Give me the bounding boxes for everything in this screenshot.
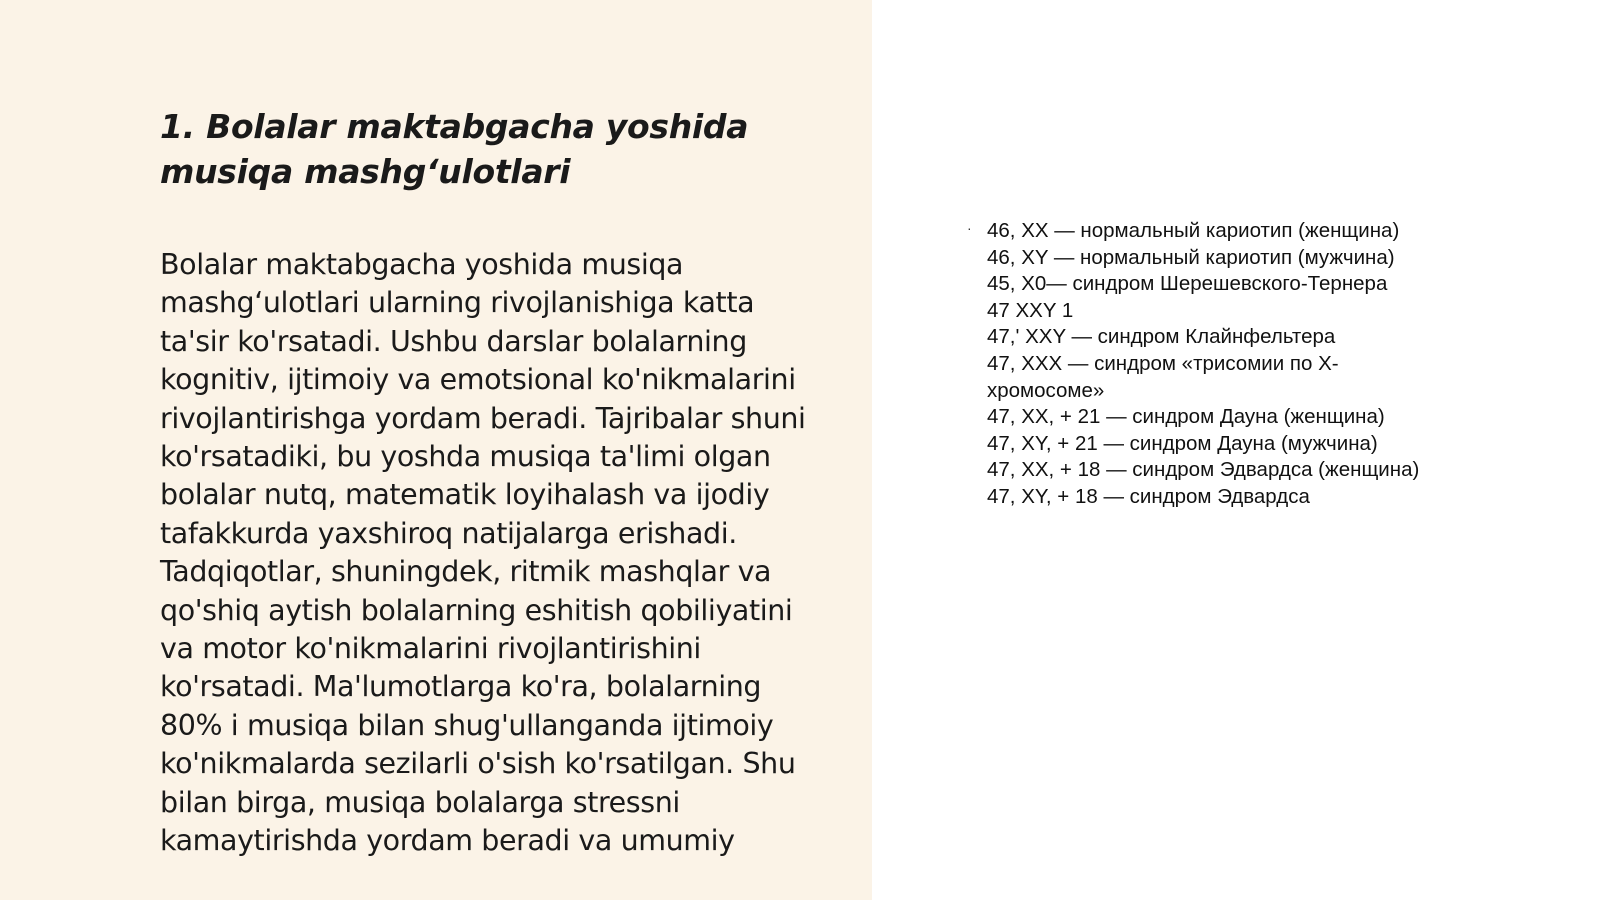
karyotype-item: 47 XXY 1 (987, 298, 1074, 322)
karyotype-text-box (967, 218, 1447, 576)
right-panel (872, 0, 1600, 900)
karyotype-item: 47, XX, + 18 — синдром Эдвардса (женщина) (987, 458, 1420, 482)
karyotype-list (987, 218, 1442, 511)
karyotype-item: 47, XY, + 18 — синдром Эдвардса (987, 484, 1310, 508)
karyotype-item: 46, XX — нормальный кариотип (женщина) (987, 219, 1400, 242)
slide-body-text: Bolalar maktabgacha yoshida musiqa mashg‘ulotlari ularning rivojlanishiga katta ta'sir ko'rsatadi. Ushbu darslar bolalarning kognitiv, ijtimoiy va emotsional ko'nikmalarini rivojlantirishga yordam beradi. Tajribalar shuni ko'rsatadiki, bu yoshda musiqa ta'limi olgan bolalar nutq, matematik loyihalash va ijodiy tafakkurda yaxshiroq natijalarga erishadi. Tadqiqotlar, shuningdek, ritmik mashqlar va qo'shiq aytish bolalarning eshitish qobiliyatini va motor ko'nikmalarini rivojlantirishini ko'rsatadi. Ma'lumotlarga ko'ra, bolalarning 80% i musiqa bilan shug'ullanganda ijtimoiy ko'nikmalarda sezilarli o'sish ko'rsatilgan. Shu bilan birga, musiqa bolalarga stressni kamaytirishda yordam beradi va umumiy (160, 248, 806, 858)
karyotype-item: 47, XXX — синдром «трисомии по X-хромосоме» (987, 351, 1339, 402)
karyotype-item: 47, XX, + 21 — синдром Дауна (женщина) (987, 405, 1385, 429)
karyotype-item: 47, XY, + 21 — синдром Дауна (мужчина) (987, 431, 1378, 455)
karyotype-item: 46, XY — нормальный кариотип (мужчина) (987, 245, 1395, 269)
bullet-dot: · (967, 220, 972, 236)
slide-heading: 1. Bolalar maktabgacha yoshida musiqa mashg‘ulotlari (160, 107, 749, 191)
karyotype-item: 47,' XXY — синдром Клайнфельтера (987, 325, 1336, 349)
karyotype-item: 45, X0— синдром Шерешевского-Тернера (987, 272, 1388, 296)
